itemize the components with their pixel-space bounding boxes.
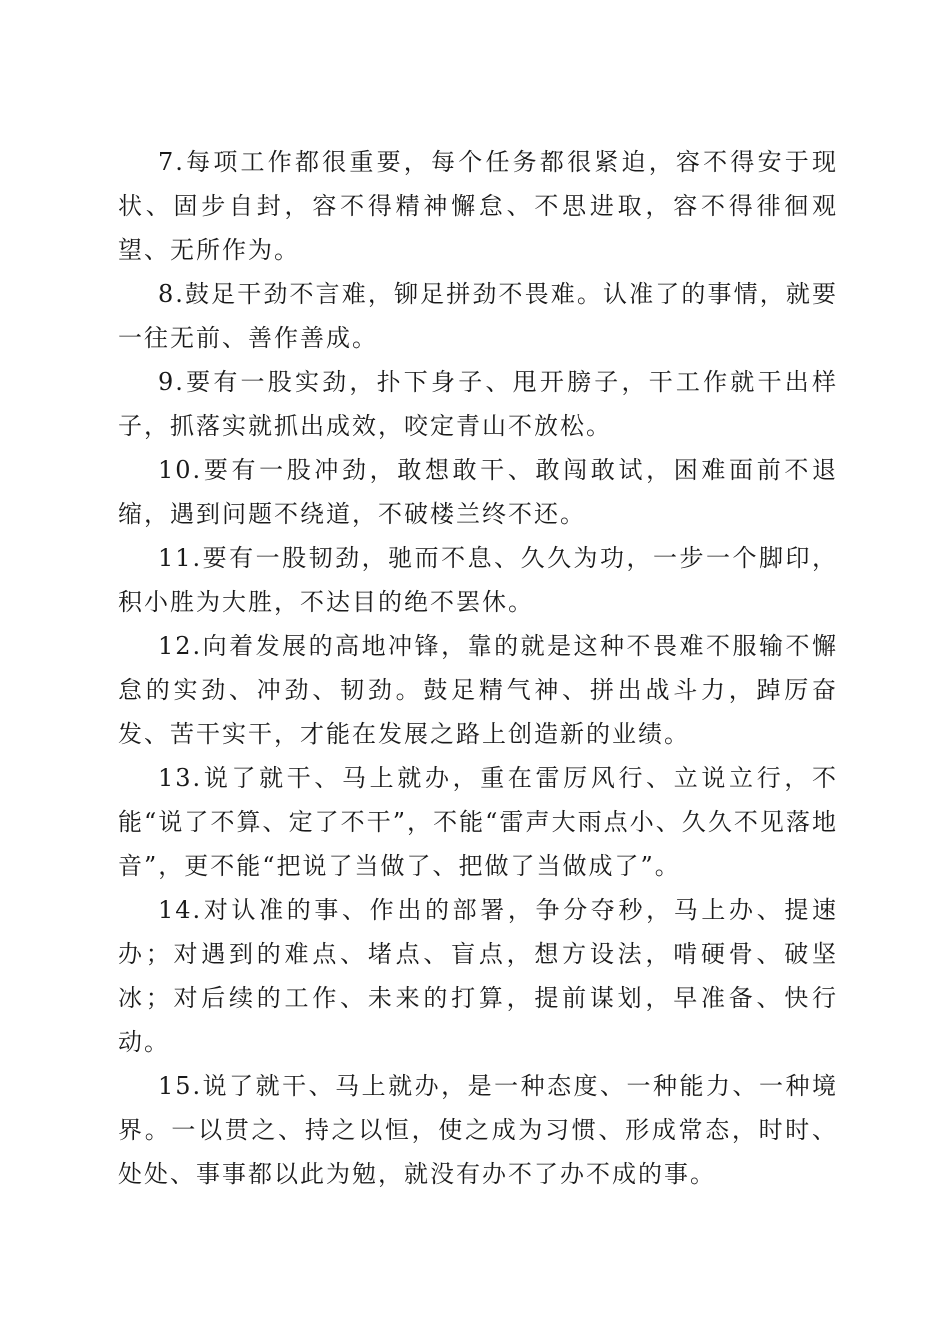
paragraph-14: 14.对认准的事、作出的部署，争分夺秒，马上办、提速办；对遇到的难点、堵点、盲点，想方设法，啃硬骨、破坚冰；对后续的工作、未来的打算，提前谋划，早准备、快行动。: [118, 896, 838, 1056]
paragraph-15: 15.说了就干、马上就办，是一种态度、一种能力、一种境界。一以贯之、持之以恒，使之成为习惯、形成常态，时时、处处、事事都以此为勉，就没有办不了办不成的事。: [118, 1072, 838, 1188]
paragraph-9: 9.要有一股实劲，扑下身子、甩开膀子，干工作就干出样子，抓落实就抓出成效，咬定青山不放松。: [118, 368, 838, 440]
paragraph-11: 11.要有一股韧劲，驰而不息、久久为功，一步一个脚印，积小胜为大胜，不达目的绝不罢休。: [118, 544, 838, 616]
paragraph-13: 13.说了就干、马上就办，重在雷厉风行、立说立行，不能“说了不算、定了不干”，不能“雷声大雨点小、久久不见落地音”，更不能“把说了当做了、把做了当做成了”。: [118, 764, 838, 880]
paragraph-12: 12.向着发展的高地冲锋，靠的就是这种不畏难不服输不懈怠的实劲、冲劲、韧劲。鼓足精气神、拼出战斗力，踔厉奋发、苦干实干，才能在发展之路上创造新的业绩。: [118, 632, 838, 748]
document-body: [118, 140, 838, 1196]
paragraph-10: 10.要有一股冲劲，敢想敢干、敢闯敢试，困难面前不退缩，遇到问题不绕道，不破楼兰终不还。: [118, 456, 838, 528]
paragraph-8: 8.鼓足干劲不言难，铆足拼劲不畏难。认准了的事情，就要一往无前、善作善成。: [118, 280, 838, 352]
paragraph-7: 7.每项工作都很重要，每个任务都很紧迫，容不得安于现状、固步自封，容不得精神懈怠、不思进取，容不得徘徊观望、无所作为。: [118, 148, 838, 264]
